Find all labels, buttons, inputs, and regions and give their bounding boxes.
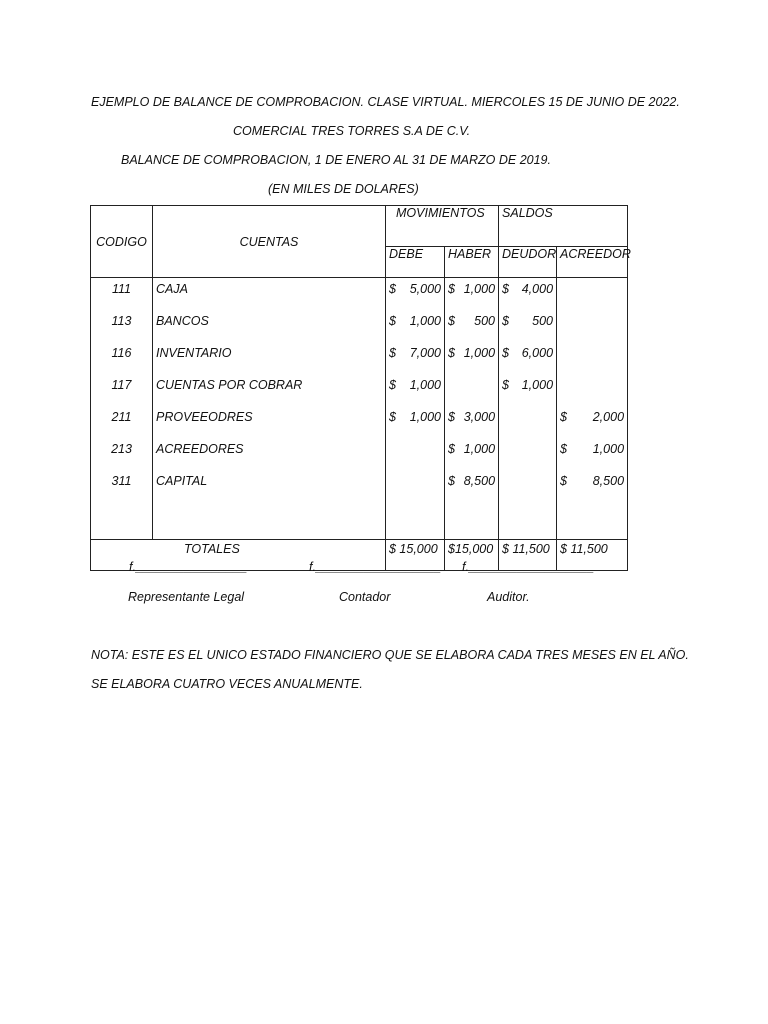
amount-value: 500 [474,314,496,328]
currency-symbol: $ [389,378,396,392]
currency-symbol: $ [448,282,455,296]
currency-symbol: $ [560,442,567,456]
amount-haber [445,439,499,471]
signature-line-contador: f.__________________ [309,560,442,574]
amount-deudor [499,439,557,471]
amount-value: 1,000 [521,378,554,392]
amount-value: 1,000 [409,378,441,392]
note-line-1: NOTA: ESTE ES EL UNICO ESTADO FINANCIERO QUE SE ELABORA CADA TRES MESES EN EL AÑO. [91,648,689,662]
amount-debe [386,407,445,439]
currency-symbol: $ [502,346,509,360]
statement-title: BALANCE DE COMPROBACION, 1 DE ENERO AL 31 DE MARZO DE 2019. [121,153,551,167]
header-acreedor: ACREEDOR [557,247,628,278]
table-row [91,471,628,503]
amount-debe [386,439,445,471]
currency-symbol: $ [389,282,396,296]
signature-line-legal: f.________________ [129,560,248,574]
currency-symbol: $ [448,442,455,456]
currency-symbol: $ [502,282,509,296]
amount-value: 5,000 [409,282,441,296]
units-note: (EN MILES DE DOLARES) [268,182,419,196]
amount-value: 2,000 [592,410,625,424]
amount-value: 1,000 [409,314,441,328]
total-deudor: $ 11,500 [499,540,557,571]
amount-acreedor [557,375,628,407]
amount-debe [386,471,445,503]
signature-label-legal: Representante Legal [128,590,245,604]
currency-symbol: $ [448,410,455,424]
amount-acreedor [557,407,628,439]
amount-deudor [499,343,557,375]
header-deudor: DEUDOR [499,247,557,278]
amount-haber [445,471,499,503]
amount-value: 8,500 [463,474,496,488]
account-name: ACREEDORES [153,439,386,471]
header-cuentas: CUENTAS [153,206,386,278]
account-name: BANCOS [153,311,386,343]
note-line-2: SE ELABORA CUATRO VECES ANUALMENTE. [91,677,363,691]
currency-symbol: $ [448,314,455,328]
amount-haber [445,278,499,312]
account-code: 111 [91,278,153,312]
table-row [91,407,628,439]
trial-balance-table [90,205,631,571]
currency-symbol: $ [502,314,509,328]
amount-deudor [499,278,557,312]
signature-label-contador: Contador [339,590,391,604]
account-name: CAJA [153,278,386,312]
amount-value: 1,000 [463,442,496,456]
amount-value: 1,000 [463,282,496,296]
account-code: 113 [91,311,153,343]
header-saldos: SALDOS [499,206,628,247]
totals-label: TOTALES [91,540,386,571]
account-code: 116 [91,343,153,375]
amount-deudor [499,407,557,439]
signature-label-auditor: Auditor. [487,590,530,604]
currency-symbol: $ [448,474,455,488]
amount-acreedor [557,343,628,375]
amount-value: 7,000 [409,346,441,360]
currency-symbol: $ [560,474,567,488]
amount-deudor [499,311,557,343]
amount-haber [445,343,499,375]
amount-deudor [499,375,557,407]
table-row [91,343,628,375]
amount-deudor [499,471,557,503]
account-name: INVENTARIO [153,343,386,375]
account-name: PROVEEODRES [153,407,386,439]
header-codigo: CODIGO [91,206,153,278]
amount-value: 1,000 [463,346,496,360]
amount-value: 8,500 [592,474,625,488]
amount-acreedor [557,311,628,343]
currency-symbol: $ [560,410,567,424]
total-acreedor: $ 11,500 [557,540,628,571]
table-spacer-row [91,503,628,540]
table-body [91,278,628,540]
company-name: COMERCIAL TRES TORRES S.A DE C.V. [233,124,471,138]
currency-symbol: $ [502,378,509,392]
amount-value: 3,000 [463,410,496,424]
account-code: 117 [91,375,153,407]
total-haber: $15,000 [445,540,499,571]
amount-value: 4,000 [521,282,554,296]
table-row [91,311,628,343]
account-name: CAPITAL [153,471,386,503]
currency-symbol: $ [389,410,396,424]
amount-debe [386,375,445,407]
header-haber: HABER [445,247,499,278]
account-code: 211 [91,407,153,439]
account-code: 213 [91,439,153,471]
amount-haber [445,311,499,343]
table-row [91,278,628,312]
table-row [91,375,628,407]
amount-acreedor [557,439,628,471]
amount-haber [445,407,499,439]
header-movimientos: MOVIMIENTOS [386,206,499,247]
account-code: 311 [91,471,153,503]
amount-value: 6,000 [521,346,554,360]
amount-debe [386,343,445,375]
currency-symbol: $ [389,346,396,360]
amount-debe [386,278,445,312]
header-debe: DEBE [386,247,445,278]
table-row [91,439,628,471]
amount-value: 500 [532,314,554,328]
amount-haber [445,375,499,407]
signature-line-auditor: f.__________________ [462,560,595,574]
amount-acreedor [557,471,628,503]
amount-value: 1,000 [592,442,625,456]
currency-symbol: $ [448,346,455,360]
total-debe: $ 15,000 [386,540,445,571]
document-title: EJEMPLO DE BALANCE DE COMPROBACION. CLASE VIRTUAL. MIERCOLES 15 DE JUNIO DE 2022. [91,95,680,109]
account-name: CUENTAS POR COBRAR [153,375,386,407]
amount-debe [386,311,445,343]
amount-value: 1,000 [409,410,441,424]
currency-symbol: $ [389,314,396,328]
amount-acreedor [557,278,628,312]
